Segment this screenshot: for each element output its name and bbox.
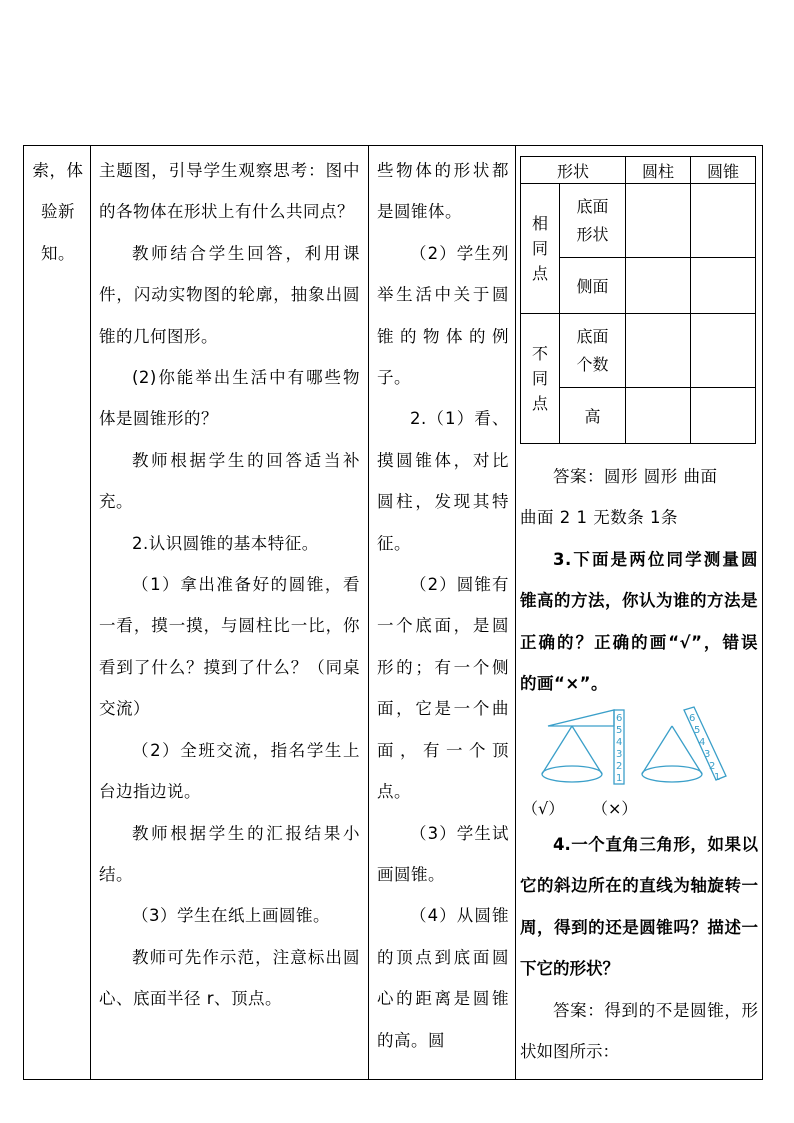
svg-text:6: 6 bbox=[689, 713, 696, 724]
empty-cell bbox=[626, 258, 691, 314]
question-4-block bbox=[520, 824, 758, 1072]
teacher-paragraph: （1）拿出准备好的圆锥，看一看，摸一摸，与圆柱比一比，你看到了什么？摸到了什么？（同桌交流） bbox=[99, 575, 360, 719]
student-paragraph: （2）圆锥有一个底面，是圆形的；有一个侧面，它是一个曲面，有一个顶点。 bbox=[377, 575, 509, 802]
empty-cell bbox=[691, 184, 756, 258]
mark-left: （√） bbox=[522, 799, 565, 818]
svg-text:1: 1 bbox=[714, 772, 721, 783]
header-cylinder: 圆柱 bbox=[626, 157, 691, 184]
group-diff: 不同点 bbox=[521, 314, 560, 444]
question-4: 4.一个直角三角形，如果以它的斜边所在的直线为轴旋转一周，得到的还是圆锥吗？描述一下它的形状？ bbox=[520, 835, 758, 979]
empty-cell bbox=[691, 258, 756, 314]
row-label: 底面形状 bbox=[560, 184, 626, 258]
comparison-table bbox=[520, 156, 756, 444]
stage-text: 索，体验新知。 bbox=[32, 161, 84, 263]
svg-text:4: 4 bbox=[616, 737, 623, 748]
teacher-paragraph: 教师结合学生回答，利用课件，闪动实物图的轮廓，抽象出圆锥的几何图形。 bbox=[99, 243, 360, 346]
empty-cell bbox=[691, 388, 756, 444]
teacher-paragraph: 教师可先作示范，注意标出圆心、底面半径 r、顶点。 bbox=[99, 947, 360, 1009]
student-paragraph: （4）从圆锥的顶点到底面圆心的距离是圆锥的高。圆 bbox=[377, 906, 509, 1050]
exercise-column bbox=[516, 146, 764, 1079]
student-paragraph: （3）学生试画圆锥。 bbox=[377, 823, 509, 884]
cone-height-figure bbox=[534, 704, 734, 794]
teacher-paragraph: 2.认识圆锥的基本特征。 bbox=[132, 533, 319, 553]
teacher-paragraph: （3）学生在纸上画圆锥。 bbox=[132, 906, 330, 926]
svg-text:1: 1 bbox=[616, 773, 623, 784]
svg-text:5: 5 bbox=[616, 725, 623, 736]
teacher-paragraph: 教师根据学生的回答适当补充。 bbox=[99, 450, 360, 512]
teacher-paragraph: (2)你能举出生活中有哪些物体是圆锥形的？ bbox=[99, 368, 360, 429]
answer-1b: 曲面 2 1 无数条 1条 bbox=[520, 508, 678, 528]
answer-1a: 答案：圆形 圆形 曲面 bbox=[553, 467, 718, 486]
mark-right: （×） bbox=[592, 799, 638, 818]
ruler-right-digits bbox=[689, 713, 720, 783]
svg-text:6: 6 bbox=[616, 713, 623, 724]
svg-text:5: 5 bbox=[694, 725, 701, 736]
header-shape: 形状 bbox=[521, 157, 626, 184]
teacher-paragraph: 主题图，引导学生观察思考：图中的各物体在形状上有什么共同点？ bbox=[99, 161, 360, 222]
teacher-paragraph: （2）全班交流，指名学生上台边指边说。 bbox=[99, 740, 360, 802]
empty-cell bbox=[626, 388, 691, 444]
svg-text:3: 3 bbox=[704, 749, 711, 760]
svg-text:3: 3 bbox=[616, 749, 623, 760]
cone-left-icon bbox=[542, 710, 624, 784]
student-paragraph: （2）学生列举生活中关于圆锥的物体的例子。 bbox=[377, 243, 509, 388]
row-label: 高 bbox=[560, 388, 626, 444]
student-activity-column bbox=[369, 146, 516, 1079]
ruler-left-digits bbox=[616, 713, 622, 784]
group-same: 相同点 bbox=[521, 184, 560, 314]
row-label: 底面个数 bbox=[560, 314, 626, 388]
student-paragraph: 2.（1）看、摸圆锥体，对比圆柱，发现其特征。 bbox=[377, 409, 509, 553]
svg-text:4: 4 bbox=[699, 737, 706, 748]
empty-cell bbox=[626, 184, 691, 258]
empty-cell bbox=[691, 314, 756, 388]
header-cone: 圆锥 bbox=[691, 157, 756, 184]
student-paragraph: 些物体的形状都是圆锥体。 bbox=[377, 161, 509, 222]
svg-text:2: 2 bbox=[616, 761, 623, 772]
empty-cell bbox=[626, 314, 691, 388]
stage-column bbox=[24, 146, 91, 1079]
question-3: 3.下面是两位同学测量圆锥高的方法，你认为谁的方法是正确的？正确的画“√”，错误的画“×”。 bbox=[520, 549, 758, 694]
svg-text:2: 2 bbox=[709, 761, 716, 772]
teacher-activity-column bbox=[91, 146, 369, 1079]
row-label: 侧面 bbox=[560, 258, 626, 314]
answer-4: 答案：得到的不是圆锥，形状如图所示： bbox=[520, 1000, 758, 1062]
lesson-table bbox=[23, 145, 763, 1080]
exercise-text-block bbox=[520, 456, 758, 704]
teacher-paragraph: 教师根据学生的汇报结果小结。 bbox=[99, 823, 360, 884]
